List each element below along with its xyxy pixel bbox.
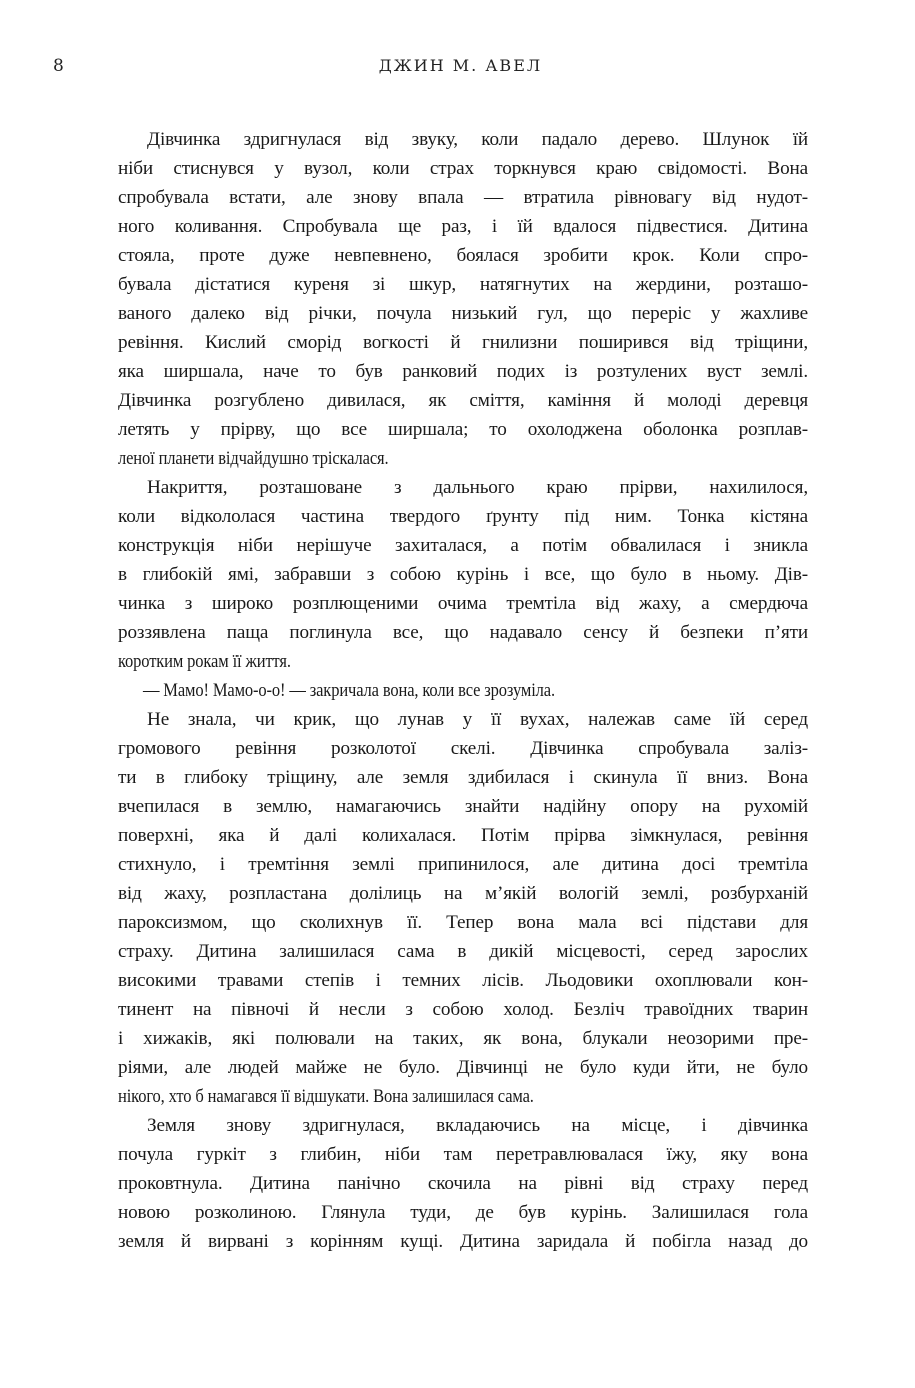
text-line: Дівчинка розгублено дивилася, як сміття, каміння й молоді деревця — [118, 390, 808, 411]
text-line: яка ширшала, наче то був ранковий подих із розтулених вуст землі. — [118, 361, 808, 382]
text-line: пароксизмом, що сколихнув її. Тепер вона мала всі підстави для — [118, 912, 808, 933]
text-line: бувала дістатися куреня зі шкур, натягнутих на жердини, розташо- — [118, 274, 808, 295]
text-line: ного коливання. Спробувала ще раз, і їй вдалося підвестися. Дитина — [118, 216, 808, 237]
text-line: в глибокій ямі, забравши з собою курінь і все, що було в ньому. Дів- — [118, 564, 808, 585]
text-line: — Мамо! Мамо-о-о! — закричала вона, коли все зрозуміла. — [142, 680, 555, 701]
text-line: страху. Дитина залишилася сама в дикій місцевості, серед зарослих — [118, 941, 808, 962]
text-line: ревіння. Кислий сморід вогкості й гнилизни поширився від тріщини, — [118, 332, 808, 353]
text-line: вчепилася в землю, намагаючись знайти надійну опору на рухомій — [118, 796, 808, 817]
text-line: ти в глибоку тріщину, але земля здибилася і скинула її вниз. Вона — [118, 767, 808, 788]
text-line: громового ревіння розколотої скелі. Дівчинка спробувала заліз- — [118, 738, 808, 759]
text-line: почула гуркіт з глибин, ніби там перетравлювалася їжу, яку вона — [118, 1144, 808, 1165]
text-line: ніби стиснувся у вузол, коли страх торкнувся краю свідомості. Вона — [118, 158, 808, 179]
text-line: стояла, проте дуже невпевнено, боялася зробити крок. Коли спро- — [118, 245, 808, 266]
text-line: Накриття, розташоване з дальнього краю прірви, нахилилося, — [147, 477, 808, 498]
text-line: ваного далеко від річки, почула низький гул, що переріс у жахливе — [118, 303, 808, 324]
text-line: і хижаків, які полювали на таких, як вона, блукали неозорими пре- — [118, 1028, 808, 1049]
page-number: 8 — [53, 56, 64, 76]
text-line: тинент на півночі й несли з собою холод. Безліч травоїдних тварин — [118, 999, 808, 1020]
text-line: земля й вирвані з корінням кущі. Дитина заридала й побігла назад до — [118, 1231, 808, 1252]
text-line: коли відкололася частина твердого ґрунту під ним. Тонка кістяна — [118, 506, 808, 527]
text-line: чинка з широко розплющеними очима тремтіла від жаху, а смердюча — [118, 593, 808, 614]
text-line: новою розколиною. Глянула туди, де був курінь. Залишилася гола — [118, 1202, 808, 1223]
text-line: конструкція ніби нерішуче захиталася, а потім обвалилася і зникла — [118, 535, 808, 556]
text-line: проковтнула. Дитина панічно скочила на рівні від страху перед — [118, 1173, 808, 1194]
text-line: леної планети відчайдушно тріскалася. — [118, 448, 389, 469]
text-line: летять у прірву, що все ширшала; то охолоджена оболонка розплав- — [118, 419, 808, 440]
text-line: ріями, але людей майже не було. Дівчинці не було куди йти, не було — [118, 1057, 808, 1078]
text-line: Дівчинка здригнулася від звуку, коли падало дерево. Шлунок їй — [147, 129, 808, 150]
text-line: поверхні, яка й далі колихалася. Потім прірва зімкнулася, ревіння — [118, 825, 808, 846]
text-line: Земля знову здригнулася, вкладаючись на місце, і дівчинка — [147, 1115, 808, 1136]
text-line: від жаху, розпластана долілиць на м’якій вологій землі, розбурханій — [118, 883, 808, 904]
running-head-author: ДЖИН М. АВЕЛ — [378, 56, 543, 75]
text-line: високими травами степів і темних лісів. Льодовики охоплювали кон- — [118, 970, 808, 991]
text-line: спробувала встати, але знову впала — втратила рівновагу від нудот- — [118, 187, 808, 208]
text-line: роззявлена паща поглинула все, що надавало сенсу й безпеки п’яти — [118, 622, 808, 643]
text-line: коротким рокам її життя. — [118, 651, 291, 672]
body-text — [118, 125, 808, 1256]
text-line: нікого, хто б намагався її відшукати. Вона залишилася сама. — [118, 1086, 534, 1107]
text-line: Не знала, чи крик, що лунав у її вухах, належав саме їй серед — [147, 709, 808, 730]
text-line: стихнуло, і тремтіння землі припинилося, але дитина досі тремтіла — [118, 854, 808, 875]
